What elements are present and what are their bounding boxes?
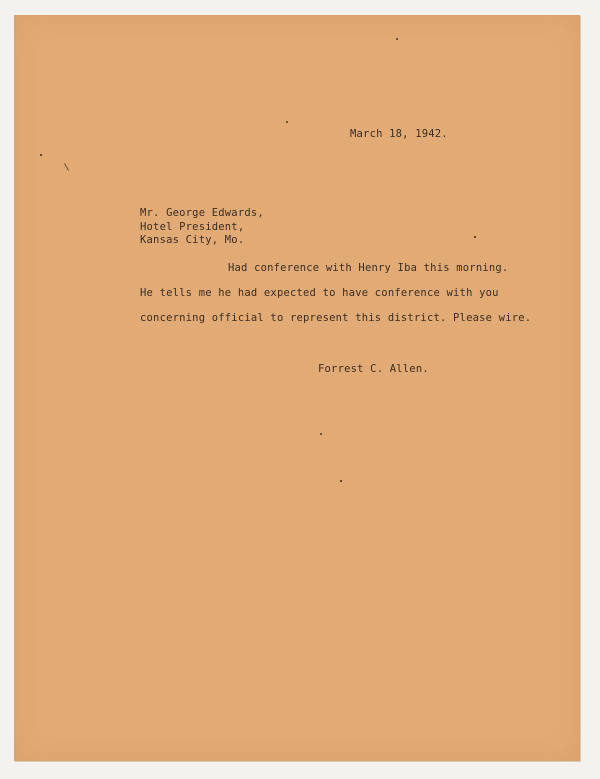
paper-speck xyxy=(320,433,322,435)
recipient-hotel: Hotel President, xyxy=(140,220,245,233)
paper-mark xyxy=(64,163,69,170)
letter-date: March 18, 1942. xyxy=(350,128,448,140)
paper-speck xyxy=(340,480,342,482)
paper-speck xyxy=(474,236,476,238)
paper-speck xyxy=(286,121,288,123)
body-line-3: concerning official to represent this district. Please wire. xyxy=(140,312,532,324)
recipient-city: Kansas City, Mo. xyxy=(140,234,245,246)
paper-speck xyxy=(40,154,42,156)
body-line-2: He tells me he had expected to have conference with you xyxy=(140,287,499,299)
letter-page xyxy=(14,15,580,761)
signature: Forrest C. Allen. xyxy=(318,363,429,375)
recipient-address xyxy=(140,207,264,248)
paper-speck xyxy=(396,38,398,40)
recipient-name: Mr. George Edwards, xyxy=(140,207,264,219)
body-line-1: Had conference with Henry Iba this morning. xyxy=(228,262,509,274)
